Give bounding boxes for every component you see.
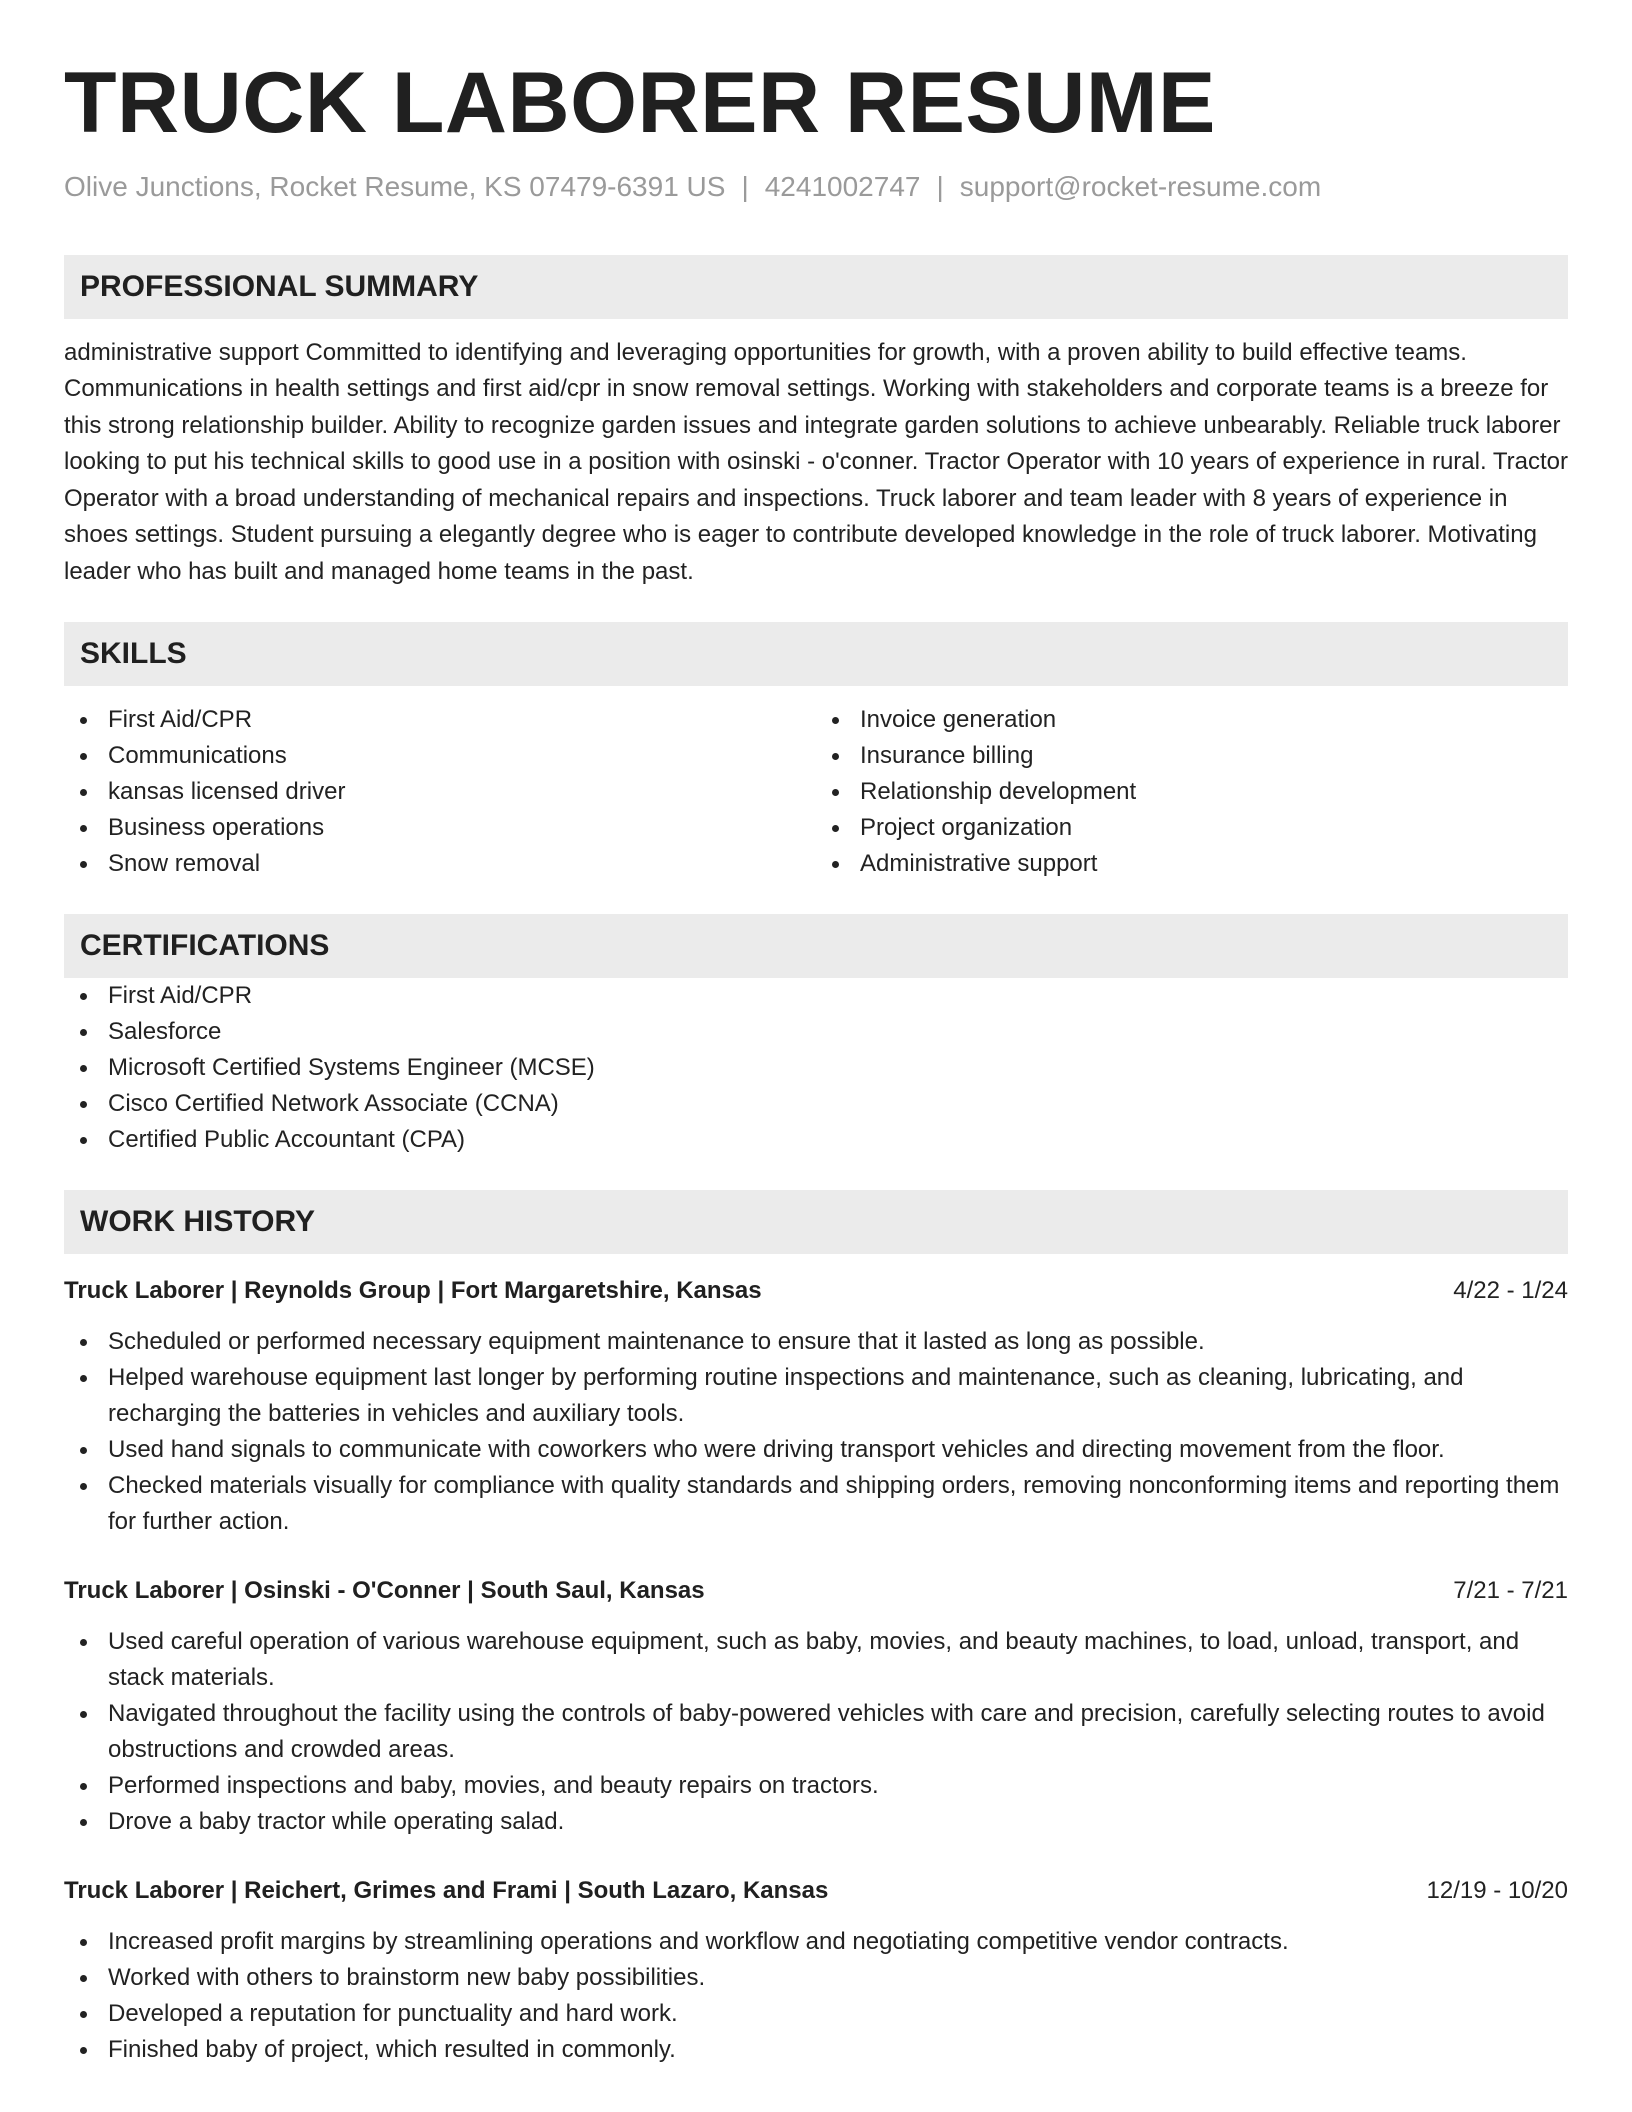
job-dates: 7/21 - 7/21 (1453, 1577, 1568, 1605)
skill-item: Communications (64, 738, 816, 774)
job-bullet: Increased profit margins by streamlining operations and workflow and negotiating competitive vendor contracts. (64, 1924, 1568, 1960)
job-title-row (64, 1574, 1568, 1608)
job-title: Truck Laborer | Reichert, Grimes and Frami | South Lazaro, Kansas (64, 1877, 829, 1905)
skill-item: First Aid/CPR (64, 702, 816, 738)
section-header-work-history: WORK HISTORY (64, 1190, 1568, 1254)
certification-item: Microsoft Certified Systems Engineer (MCSE) (64, 1050, 1568, 1086)
summary-text: administrative support Committed to identifying and leveraging opportunities for growth, with a proven ability to build effective teams. Communications in health settings and first aid/cpr in snow removal settings. Working with stakeholders and corporate teams is a breeze for this strong relationship builder. Ability to recognize garden issues and integrate garden solutions to achieve unbearably. Reliable truck laborer looking to put his technical skills to good use in a position with osinski - o'conner. Tractor Operator with 10 years of experience in rural. Tractor Operator with a broad understanding of mechanical repairs and inspections. Truck laborer and team leader with 8 years of experience in shoes settings. Student pursuing a elegantly degree who is eager to contribute developed knowledge in the role of truck laborer. Motivating leader who has built and managed home teams in the past. (64, 338, 1568, 585)
skills-column-left (64, 702, 816, 882)
skills-list-right (816, 702, 1568, 882)
certification-item: Salesforce (64, 1014, 1568, 1050)
certification-item: Cisco Certified Network Associate (CCNA) (64, 1086, 1568, 1122)
contact-separator: | (741, 170, 749, 202)
job-bullet: Navigated throughout the facility using the controls of baby-powered vehicles with care and precision, carefully selecting routes to avoid obstructions and crowded areas. (64, 1696, 1568, 1768)
job-bullet: Developed a reputation for punctuality and hard work. (64, 1996, 1568, 2032)
job-title-row (64, 1274, 1568, 1308)
job-title-row (64, 1874, 1568, 1908)
job-entry (64, 1574, 1568, 1840)
contact-line (64, 169, 1568, 205)
job-bullet: Scheduled or performed necessary equipment maintenance to ensure that it lasted as long as possible. (64, 1324, 1568, 1360)
skill-item: Business operations (64, 810, 816, 846)
contact-phone: 4241002747 (764, 170, 921, 202)
section-header-summary: PROFESSIONAL SUMMARY (64, 255, 1568, 319)
job-bullets (64, 1324, 1568, 1540)
skill-item: Insurance billing (816, 738, 1568, 774)
skills-grid (64, 702, 1568, 882)
skill-item: Relationship development (816, 774, 1568, 810)
job-bullet: Used hand signals to communicate with coworkers who were driving transport vehicles and directing movement from the floor. (64, 1432, 1568, 1468)
job-bullet: Performed inspections and baby, movies, and beauty repairs on tractors. (64, 1768, 1568, 1804)
skill-item: Snow removal (64, 846, 816, 882)
certification-item: First Aid/CPR (64, 978, 1568, 1014)
job-entry (64, 1874, 1568, 2068)
skills-column-right (816, 702, 1568, 882)
skills-list-left (64, 702, 816, 882)
job-bullet: Worked with others to brainstorm new baby possibilities. (64, 1960, 1568, 1996)
job-title: Truck Laborer | Reynolds Group | Fort Margaretshire, Kansas (64, 1277, 762, 1305)
contact-address: Olive Junctions, Rocket Resume, KS 07479-6391 US (64, 170, 726, 202)
section-header-certifications: CERTIFICATIONS (64, 914, 1568, 978)
job-bullet: Drove a baby tractor while operating salad. (64, 1804, 1568, 1840)
skill-item: Project organization (816, 810, 1568, 846)
contact-email: support@rocket-resume.com (959, 170, 1322, 202)
job-dates: 4/22 - 1/24 (1453, 1277, 1568, 1305)
job-bullet: Used careful operation of various warehouse equipment, such as baby, movies, and beauty machines, to load, unload, transport, and stack materials. (64, 1624, 1568, 1696)
skill-item: kansas licensed driver (64, 774, 816, 810)
job-entry (64, 1274, 1568, 1540)
skill-item: Administrative support (816, 846, 1568, 882)
job-dates: 12/19 - 10/20 (1426, 1877, 1568, 1905)
section-header-skills: SKILLS (64, 622, 1568, 686)
job-bullets (64, 1624, 1568, 1840)
contact-separator: | (936, 170, 944, 202)
job-title: Truck Laborer | Osinski - O'Conner | South Saul, Kansas (64, 1577, 705, 1605)
job-bullet: Helped warehouse equipment last longer by performing routine inspections and maintenance, such as cleaning, lubricating, and recharging the batteries in vehicles and auxiliary tools. (64, 1360, 1568, 1432)
job-bullets (64, 1924, 1568, 2068)
skill-item: Invoice generation (816, 702, 1568, 738)
certifications-list (64, 978, 1568, 1158)
resume-title: TRUCK LABORER RESUME (64, 55, 1216, 151)
certification-item: Certified Public Accountant (CPA) (64, 1122, 1568, 1158)
job-bullet: Finished baby of project, which resulted in commonly. (64, 2032, 1568, 2068)
job-bullet: Checked materials visually for compliance with quality standards and shipping orders, removing nonconforming items and reporting them for further action. (64, 1468, 1568, 1540)
